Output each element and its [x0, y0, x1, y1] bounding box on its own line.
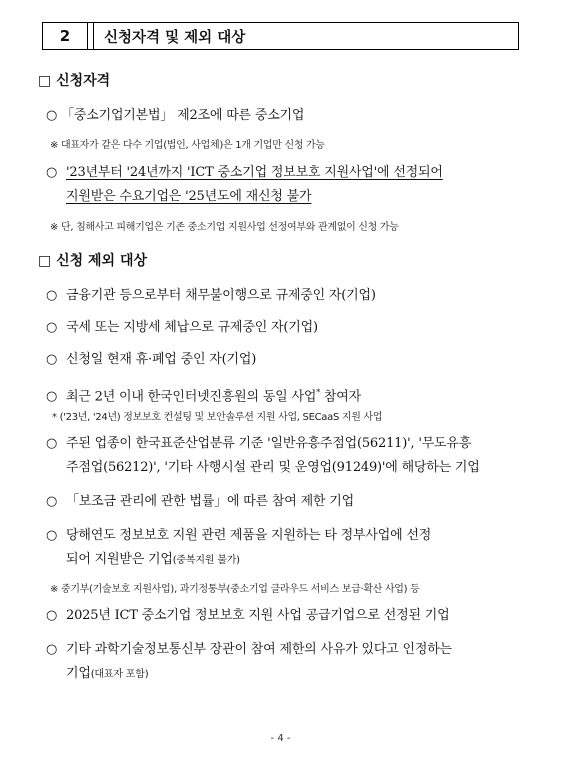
item-text-tail: 참여자: [320, 389, 362, 405]
item-text: 국세 또는 지방세 체납으로 규제중인 자(기업): [66, 320, 318, 335]
bullet: ○: [46, 352, 58, 367]
section-number: 2: [43, 23, 88, 49]
exclusion-item-3: [46, 348, 524, 372]
exclusion-item-2: [46, 316, 524, 340]
exclusion-item-7: [46, 524, 524, 573]
page-number: - 4 -: [270, 733, 291, 744]
exclusion-item-6: [46, 490, 524, 514]
bullet: ○: [46, 436, 58, 451]
section-header: [42, 22, 519, 50]
item-9-line-1: 기타 과학기술정보통신부 장관이 참여 제한의 사유가 있다고 인정하는: [66, 642, 452, 657]
item-text: 2025년 ICT 중소기업 정보보호 지원 사업 공급기업으로 선정된 기업: [66, 608, 450, 623]
bullet: ○: [46, 494, 58, 509]
item-9-line-2: 기업: [66, 666, 91, 681]
exclusion-item-9: [46, 638, 524, 687]
eligibility-item-2: [46, 161, 524, 209]
exclusion-note-4: * ('23년, '24년) 정보보호 컨설팅 및 보안솔루션 지원 사업, SECaaS 지원 사업: [52, 412, 383, 423]
exclusion-heading: □ 신청 제외 대상: [38, 253, 147, 269]
eligibility-note-1: ※ 대표자가 같은 다수 기업(법인, 사업체)은 1개 기업만 신청 가능: [50, 140, 325, 151]
item-7-small: (중복지원 불가): [172, 555, 240, 566]
item-text: 신청일 현재 휴·폐업 중인 자(기업): [66, 352, 257, 367]
bullet: ○: [46, 320, 58, 335]
exclusion-item-4: [46, 381, 524, 409]
item-2-line-2: 지원받은 수요기업은 '25년도에 재신청 불가: [66, 189, 312, 204]
eligibility-heading: □ 신청자격: [38, 73, 111, 89]
bullet: ○: [46, 642, 58, 657]
item-2-line-1: '23년부터 '24년까지 'ICT 중소기업 정보보호 지원사업'에 선정되어: [66, 165, 443, 180]
item-7-line-1: 당해연도 정보보호 지원 관련 제품을 지원하는 타 정부사업에 선정: [66, 528, 432, 543]
footnote-mark: *: [316, 388, 320, 397]
exclusion-item-8: [46, 604, 524, 628]
bullet: ○: [46, 528, 58, 543]
exclusion-note-7: ※ 중기부(기술보호 지원사업), 과기정통부(중소기업 클라우드 서비스 보급·확산 사업) 등: [50, 584, 420, 595]
item-7-line-2: 되어 지원받은 기업: [66, 552, 173, 567]
bullet: ○: [46, 608, 58, 623]
item-9-small: (대표자 포함): [90, 669, 149, 680]
item-5-line-2: 주점업(56212)', '기타 사행시설 관리 및 운영업(91249)'에 해당하는 기업: [66, 460, 480, 475]
section-title: 신청자격 및 제외 대상: [104, 29, 246, 46]
exclusion-item-1: [46, 284, 524, 308]
eligibility-item-1: ○ 「중소기업기본법」 제2조에 따른 중소기업: [46, 108, 305, 123]
exclusion-item-5: [46, 432, 524, 480]
eligibility-note-2: ※ 단, 침해사고 피해기업은 기존 중소기업 지원사업 선정여부와 관계없이 신청 가능: [50, 222, 399, 233]
item-5-line-1: 주된 업종이 한국표준산업분류 기준 '일반유흥주점업(56211)', '무도유흥: [66, 436, 472, 451]
item-text: 금융기관 등으로부터 채무불이행으로 규제중인 자(기업): [66, 288, 376, 303]
bullet: ○: [46, 288, 58, 303]
item-text: 최근 2년 이내 한국인터넷진흥원의 동일 사업: [66, 389, 317, 405]
item-text: 「보조금 관리에 관한 법률」에 따른 참여 제한 기업: [66, 494, 354, 509]
bullet: ○: [46, 165, 58, 180]
bullet: ○: [46, 389, 58, 405]
